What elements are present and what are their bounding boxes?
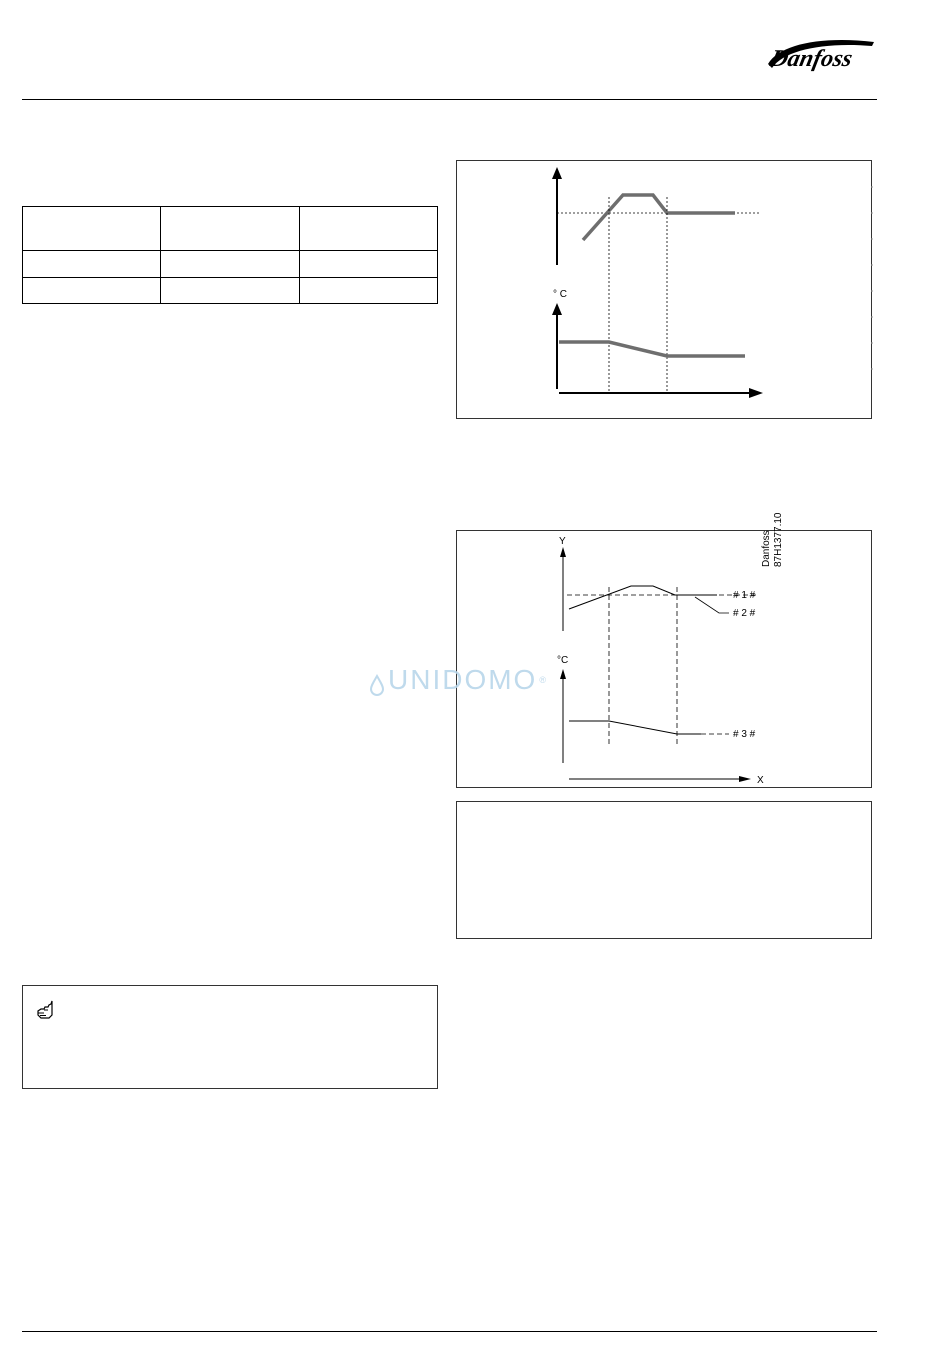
- table-cell: [299, 207, 437, 251]
- label-1: # 1 #: [733, 590, 756, 601]
- table-cell: [161, 251, 299, 278]
- upper-curve: [583, 195, 735, 240]
- table-cell: [23, 207, 161, 251]
- droplet-icon: [370, 670, 384, 690]
- upper-y-arrow: [552, 167, 562, 179]
- x-axis-label: X: [757, 775, 764, 786]
- note-box-right: [456, 801, 872, 939]
- registered-mark: ®: [539, 675, 548, 685]
- x-arrow: [749, 388, 763, 398]
- danfoss-logo-mark: [762, 34, 880, 78]
- footer-rule: [22, 1331, 877, 1332]
- y-axis-label: Y: [559, 536, 566, 547]
- figure-2-plot: [457, 512, 873, 789]
- header-rule: [22, 99, 877, 100]
- table-cell: [299, 251, 437, 278]
- x-arrow: [739, 776, 751, 782]
- data-table: [22, 206, 438, 304]
- label-2: # 2 #: [733, 608, 756, 619]
- lower-curve: [559, 342, 745, 356]
- watermark-text: UNIDOMO: [388, 664, 538, 695]
- unit-label-c: ° C: [553, 289, 567, 300]
- table-cell: [23, 251, 161, 278]
- leader-line-2: [695, 597, 729, 613]
- upper-curve: [569, 586, 717, 609]
- pointing-hand-icon: [35, 1000, 57, 1024]
- table-cell: [299, 278, 437, 304]
- note-box-left: [22, 985, 438, 1089]
- table-cell: [23, 278, 161, 304]
- lower-y-arrow: [560, 669, 566, 679]
- upper-y-arrow: [560, 547, 566, 557]
- table-row: [23, 251, 438, 278]
- margin-code: Danfoss87H1377.10: [761, 512, 784, 567]
- danfoss-logo: [762, 34, 880, 78]
- table-header-row: [23, 207, 438, 251]
- figure-1: [456, 160, 872, 419]
- label-3: # 3 #: [733, 729, 756, 740]
- lower-y-arrow: [552, 303, 562, 315]
- unidomo-watermark: [370, 664, 548, 696]
- table-cell: [161, 278, 299, 304]
- lower-curve: [569, 721, 701, 734]
- table-row: [23, 278, 438, 304]
- svg-text:Danfoss: Danfoss: [767, 45, 855, 72]
- table-cell: [161, 207, 299, 251]
- unit-label-c: °C: [557, 655, 569, 666]
- figure-1-plot: [457, 161, 873, 420]
- figure-2: [456, 512, 872, 788]
